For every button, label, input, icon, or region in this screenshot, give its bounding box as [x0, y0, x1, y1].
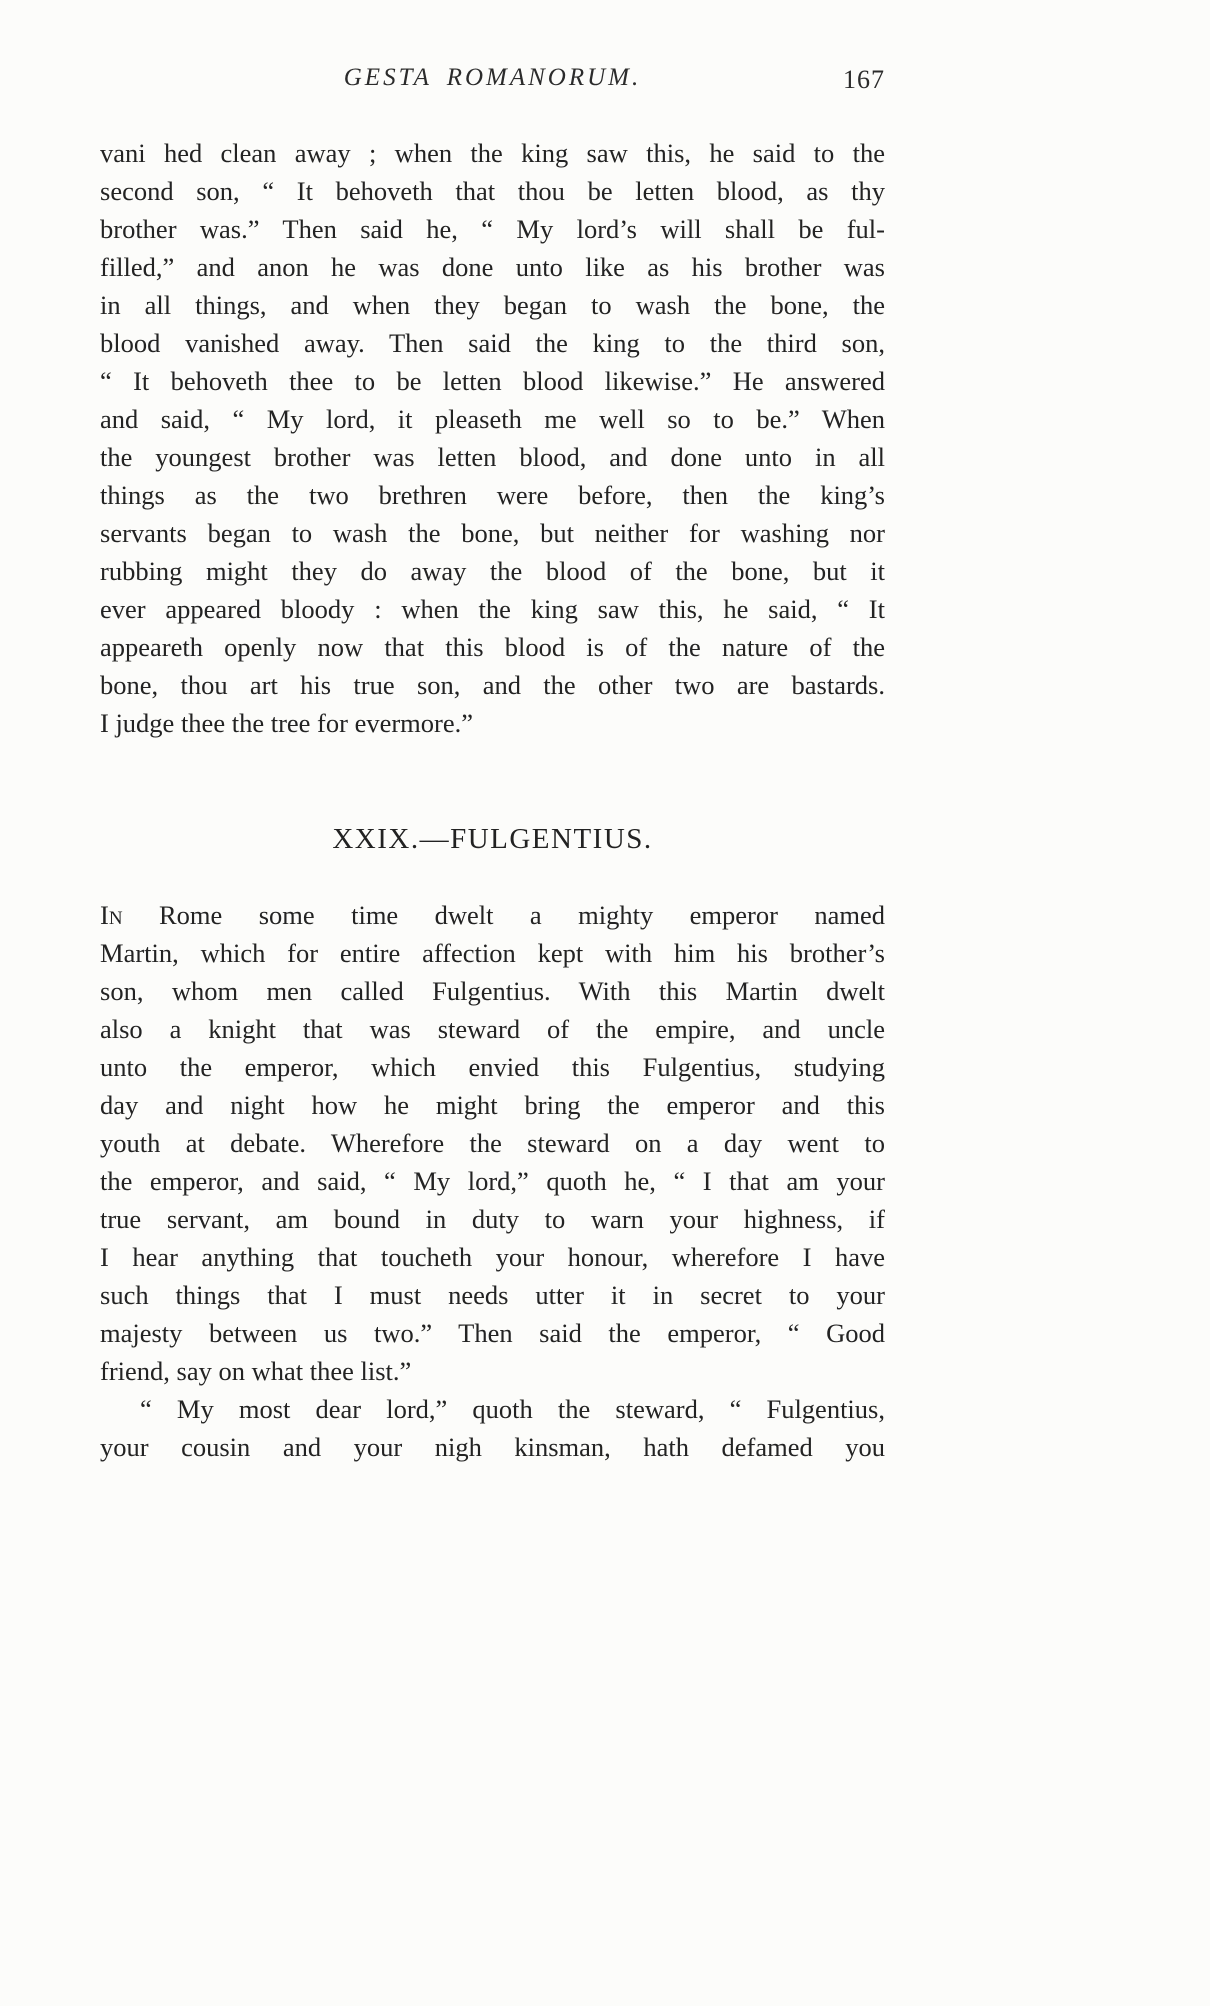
text-line: in all things, and when they began to wash the bone, the — [100, 290, 885, 320]
text-line: son, whom men called Fulgentius. With this Martin dwelt — [100, 976, 885, 1006]
text-line-opening — [100, 896, 885, 934]
text-line: true servant, am bound in duty to warn your highness, if — [100, 1204, 885, 1234]
paragraph-continuation — [100, 134, 885, 742]
text-line: “ My most dear lord,” quoth the steward, “ Fulgentius, — [140, 1394, 885, 1424]
text-line: brother was.” Then said he, “ My lord’s will shall be ful- — [100, 214, 885, 244]
text-line: “ It behoveth thee to be letten blood likewise.” He answered — [100, 366, 885, 396]
text-line: majesty between us two.” Then said the emperor, “ Good — [100, 1318, 885, 1348]
text-line: the emperor, and said, “ My lord,” quoth he, “ I that am your — [100, 1166, 885, 1196]
text-line: I hear anything that toucheth your honour, wherefore I have — [100, 1242, 885, 1272]
text-line: I judge thee the tree for evermore.” — [100, 708, 474, 738]
text-line: friend, say on what thee list.” — [100, 1356, 412, 1386]
smallcaps-opening-word: In — [100, 900, 123, 930]
text-line: and said, “ My lord, it pleaseth me well so to be.” When — [100, 404, 885, 434]
text-line: day and night how he might bring the emperor and this — [100, 1090, 885, 1120]
text-line: your cousin and your nigh kinsman, hath defamed you — [100, 1432, 885, 1462]
text-line: filled,” and anon he was done unto like as his brother was — [100, 252, 885, 282]
text-line: appeareth openly now that this blood is of the nature of the — [100, 632, 885, 662]
paragraph-fulgentius-opening — [100, 896, 885, 1390]
text-line: bone, thou art his true son, and the other two are bastards. — [100, 670, 885, 700]
text-line: servants began to wash the bone, but neither for washing nor — [100, 518, 885, 548]
text-line: second son, “ It behoveth that thou be letten blood, as thy — [100, 176, 885, 206]
text-line: rubbing might they do away the blood of the bone, but it — [100, 556, 885, 586]
page-header — [100, 64, 885, 106]
text-line: ever appeared bloody : when the king saw this, he said, “ It — [100, 594, 885, 624]
text-line: unto the emperor, which envied this Fulgentius, studying — [100, 1052, 885, 1082]
text-line: such things that I must needs utter it in secret to your — [100, 1280, 885, 1310]
text-line: things as the two brethren were before, then the king’s — [100, 480, 885, 510]
opening-line-rest: Rome some time dwelt a mighty emperor named — [158, 900, 886, 930]
text-line: blood vanished away. Then said the king to the third son, — [100, 328, 885, 358]
body-text — [100, 134, 885, 1466]
text-line: vani hed clean away ; when the king saw this, he said to the — [100, 138, 885, 168]
page-number: 167 — [843, 65, 885, 94]
text-line: youth at debate. Wherefore the steward on a day went to — [100, 1128, 885, 1158]
text-line: also a knight that was steward of the empire, and uncle — [100, 1014, 885, 1044]
paragraph-fulgentius-closing — [100, 1390, 885, 1466]
section-heading: XXIX.—FULGENTIUS. — [332, 823, 653, 855]
text-line: Martin, which for entire affection kept with him his brother’s — [100, 938, 885, 968]
text-line: the youngest brother was letten blood, and done unto in all — [100, 442, 885, 472]
running-title: GESTA ROMANORUM. — [343, 64, 642, 91]
